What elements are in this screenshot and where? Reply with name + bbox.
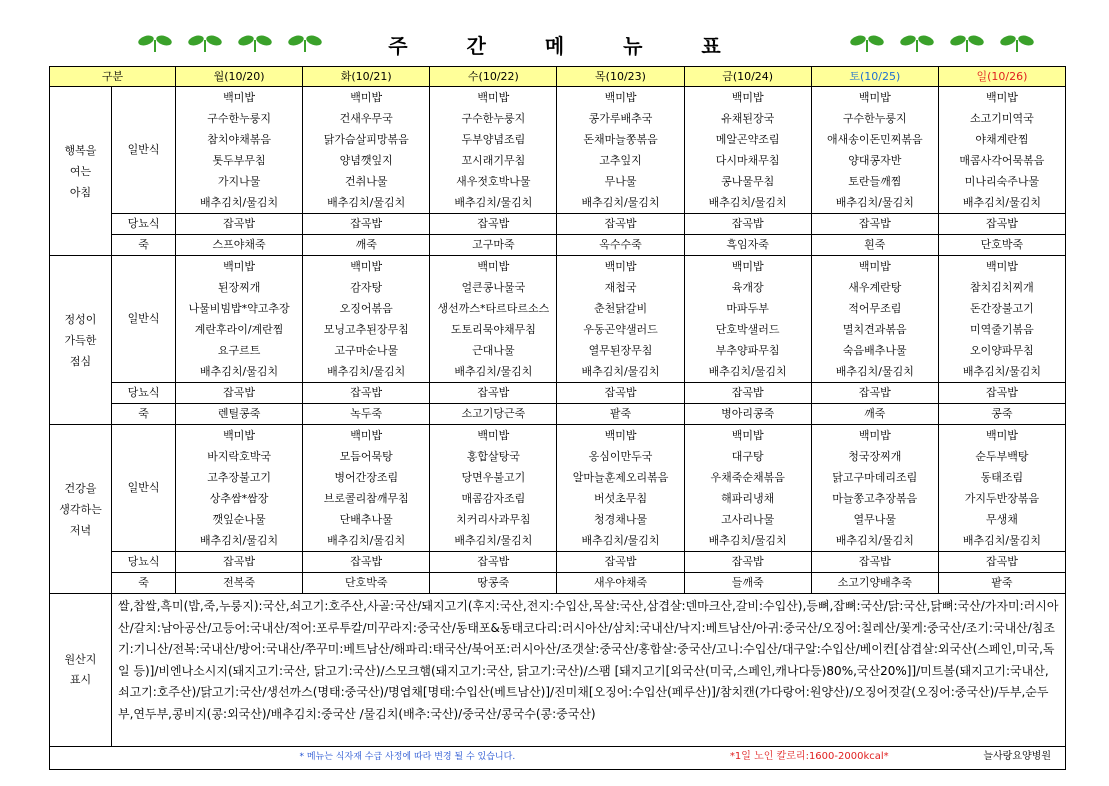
menu-item: 열무된장무침 [588,344,653,357]
porridge-cell: 스프야채죽 [176,235,303,256]
menu-item: 미나리숙주나물 [964,175,1040,188]
porridge-cell: 팥죽 [938,573,1065,594]
porridge-cell: 깨죽 [303,235,430,256]
menu-item: 배추김치/물김치 [454,196,533,209]
origin-label-line: 표시 [69,673,92,686]
menu-item: 부추양파무침 [715,344,780,357]
porridge-cell: 전복죽 [176,573,303,594]
porridge-cell: 고구마죽 [430,235,557,256]
menu-item: 고추잎지 [599,154,642,167]
menu-item: 배추김치/물김치 [327,196,406,209]
menu-cell [176,87,303,214]
menu-cell [557,87,684,214]
menu-item: 단배추나물 [339,513,393,526]
menu-cell [811,425,938,552]
menu-item: 두부양념조림 [461,133,526,146]
menu-item: 배추김치/물김치 [962,534,1041,547]
menu-item: 배추김치/물김치 [454,534,533,547]
menu-item: 육개장 [731,281,764,294]
menu-item: 톳두부무침 [212,154,266,167]
menu-item: 매콤사각어묵볶음 [959,154,1045,167]
menu-item: 홍합살탕국 [466,450,520,463]
menu-item: 브로콜리참깨무침 [323,492,409,505]
meal-name-line: 가득한 [64,333,97,347]
porridge-diet-label: 죽 [112,573,176,594]
menu-cell [938,256,1065,383]
porridge-cell: 흑임자죽 [684,235,811,256]
day-header-sun: 일(10/26) [938,67,1065,87]
porridge-diet-label: 죽 [112,235,176,256]
menu-item: 새우계란탕 [848,281,902,294]
menu-item: 돈간장불고기 [970,302,1034,315]
menu-item: 모닝고추된장무침 [323,323,409,336]
menu-item: 얼큰콩나물국 [461,281,526,294]
porridge-cell: 옥수수죽 [557,235,684,256]
diabetic-cell: 잡곡밥 [430,383,557,404]
porridge-cell: 들깨죽 [684,573,811,594]
meal-name-line: 건강을 [64,481,97,495]
menu-item: 백미밥 [477,91,510,104]
menu-item: 닭고구마데리조림 [832,471,918,484]
menu-item: 우동곤약샐러드 [583,323,658,336]
meal-name-line: 정성이 [64,312,97,326]
menu-item: 된장찌개 [217,281,261,294]
menu-item: 배추김치/물김치 [962,365,1041,378]
calorie-note: *1일 노인 칼로리:1600-2000kcal* [729,751,889,762]
sprout-icon [996,32,1040,54]
menu-item: 백미밥 [477,429,510,442]
sprout-icon [946,32,990,54]
meal-name-line: 저녁 [69,523,92,537]
menu-item: 요구르트 [217,344,261,357]
menu-cell [811,87,938,214]
diabetic-cell: 잡곡밥 [303,214,430,235]
menu-item: 콩나물무침 [721,175,775,188]
porridge-cell: 렌틸콩죽 [176,404,303,425]
menu-item: 백미밥 [985,429,1018,442]
diabetic-cell: 잡곡밥 [557,383,684,404]
menu-item: 백미밥 [604,260,637,273]
menu-cell [811,256,938,383]
menu-item: 배추김치/물김치 [962,196,1041,209]
day-header-fri: 금(10/24) [684,67,811,87]
menu-item: 오이양파무침 [970,344,1034,357]
menu-cell [176,256,303,383]
menu-item: 숙음배추나물 [842,344,907,357]
menu-item: 옹심이만두국 [588,450,653,463]
menu-item: 백미밥 [858,91,891,104]
menu-item: 건새우무국 [339,112,393,125]
menu-item: 배추김치/물김치 [581,534,660,547]
menu-item: 단호박샐러드 [715,323,780,336]
diabetic-cell: 잡곡밥 [811,552,938,573]
menu-item: 백미밥 [985,91,1018,104]
origin-text: 쌀,찹쌀,흑미(밥,죽,누룽지):국산,쇠고기:호주산,사골:국산/돼지고기(후지:국산,전지:수입산,목살:국산,삼겹살:덴마크산,갈비:수입산),등뼈,잡뼈:국산/닭:국산,닭뼈:국산/가자미:러시아산/갈치:남아공산/고등어:국내산/적어:포루투칼/미꾸라지:중국산/동태포&동태코다리:러시아산/삼치:국내산/낙지:베트남산/아귀:중국산/오징어:칠레산/꽃게:중국산/조기:국내산/침조기:기니산/전복:국내산/방어:국내산/쭈꾸미:베트남산/해파리:태국산/북어포:러시아산/조갯살:중국산/홍합살:중국산/고니:수입산/대구알:수입산/베이컨[삼겹살:외국산(스페인,미국,독일 등)]/비엔나소시지(돼지고기:국산, 닭고기:국산)/스모크햄(돼지고기:국산, 닭고기:국산)/스팸 [돼지고기[외국산(미국,스페인,캐나다등)80%,국산20%]]/미트볼(돼지고기:국내산,쇠고기:호주산)/닭고기:국산/생선까스(명태:중국산)/명엽채[명태:수입산(베트남산)]/진미채[오징어:수입산(페루산)]/참치캔(가다랑어:원양산)/오징어젓갈(오징어:중국산)/두부,순두부,연두부,콩비지(콩:외국산)/배추김치:중국산 /물김치(배추:국산)/중국산/콩국수(콩:중국산) [112,594,1066,747]
origin-label-line: 원산지 [64,653,97,666]
menu-item: 양대콩자반 [848,154,902,167]
menu-item: 구수한누룽지 [207,112,271,125]
menu-cell [303,256,430,383]
menu-item: 배추김치/물김치 [200,365,279,378]
menu-item: 고사리나물 [721,513,775,526]
menu-item: 오징어볶음 [339,302,393,315]
diabetic-cell: 잡곡밥 [430,214,557,235]
origin-row [50,594,1066,747]
menu-cell [430,87,557,214]
porridge-diet-label: 죽 [112,404,176,425]
diabetic-cell: 잡곡밥 [176,214,303,235]
diabetic-diet-label: 당뇨식 [112,383,176,404]
diabetic-cell: 잡곡밥 [684,383,811,404]
day-header-wed: 수(10/22) [430,67,557,87]
porridge-cell: 소고기당근죽 [430,404,557,425]
meal-porridge-row [50,404,1066,425]
menu-item: 가지두반장볶음 [964,492,1040,505]
menu-item: 배추김치/물김치 [327,365,406,378]
meal-name-line: 아침 [69,185,92,199]
day-header-sat: 토(10/25) [811,67,938,87]
menu-cell [938,425,1065,552]
diabetic-cell: 잡곡밥 [176,383,303,404]
menu-item: 병어간장조림 [334,471,399,484]
day-header-mon: 월(10/20) [176,67,303,87]
menu-item: 애새송이돈민찌볶음 [826,133,923,146]
menu-cell [430,425,557,552]
menu-item: 마파두부 [726,302,769,315]
menu-item: 알마늘훈제오리볶음 [572,471,669,484]
menu-item: 백미밥 [223,429,256,442]
menu-item: 배추김치/물김치 [708,196,787,209]
menu-item: 순두부백탕 [975,450,1029,463]
meal-name [50,87,112,256]
menu-item: 양념깻잎지 [339,154,393,167]
menu-item: 백미밥 [731,91,764,104]
menu-item: 백미밥 [604,429,637,442]
general-diet-label: 일반식 [112,425,176,552]
menu-item: 꼬시래기무침 [461,154,526,167]
menu-item: 적어무조림 [848,302,902,315]
origin-label [50,594,112,747]
menu-item: 고구마순나물 [334,344,399,357]
menu-item: 백미밥 [858,260,891,273]
day-header-thu: 목(10/23) [557,67,684,87]
menu-item: 미역줄기볶음 [970,323,1034,336]
menu-item: 배추김치/물김치 [200,196,279,209]
menu-item: 대구탕 [731,450,764,463]
menu-item: 생선까스*타르타르소스 [437,302,550,315]
menu-item: 가지나물 [217,175,261,188]
menu-item: 배추김치/물김치 [327,534,406,547]
menu-item: 배추김치/물김치 [454,365,533,378]
menu-item: 배추김치/물김치 [200,534,279,547]
menu-item: 해파리냉채 [721,492,775,505]
menu-item: 배추김치/물김치 [708,365,787,378]
menu-item: 배추김치/물김치 [835,365,914,378]
menu-item: 도토리묵야채무침 [450,323,536,336]
meal-general-row [50,87,1066,214]
menu-item: 동태조림 [980,471,1024,484]
diabetic-cell: 잡곡밥 [684,552,811,573]
menu-item: 백미밥 [731,429,764,442]
porridge-cell: 땅콩죽 [430,573,557,594]
menu-item: 우채죽순채볶음 [710,471,785,484]
menu-cell [684,87,811,214]
menu-item: 백미밥 [604,91,637,104]
menu-item: 유채된장국 [721,112,775,125]
menu-item: 감자탕 [350,281,383,294]
menu-item: 돈채마늘쫑볶음 [583,133,658,146]
menu-item: 춘천닭갈비 [593,302,648,315]
menu-item: 근대나물 [472,344,515,357]
menu-item: 마늘쫑고추장볶음 [832,492,918,505]
diabetic-cell: 잡곡밥 [938,552,1065,573]
porridge-cell: 단호박죽 [938,235,1065,256]
menu-item: 무생채 [985,513,1018,526]
meal-porridge-row [50,573,1066,594]
menu-item: 야채계란찜 [975,133,1029,146]
menu-item: 참치야채볶음 [207,133,271,146]
menu-item: 백미밥 [858,429,891,442]
menu-item: 당면우불고기 [461,471,526,484]
menu-cell [303,87,430,214]
menu-cell [430,256,557,383]
menu-item: 백미밥 [223,91,256,104]
menu-item: 메알곤약조림 [715,133,780,146]
general-diet-label: 일반식 [112,87,176,214]
meal-general-row [50,425,1066,552]
diabetic-cell: 잡곡밥 [811,214,938,235]
diabetic-cell: 잡곡밥 [938,383,1065,404]
menu-item: 청국장찌개 [848,450,902,463]
menu-item: 참치김치찌개 [970,281,1034,294]
porridge-cell: 팥죽 [557,404,684,425]
meal-name-line: 여는 [69,164,92,178]
menu-cell [938,87,1065,214]
menu-item: 백미밥 [350,91,383,104]
meal-diabetic-row [50,214,1066,235]
meal-name-line: 행복을 [64,143,97,157]
menu-item: 소고기미역국 [970,112,1034,125]
menu-item: 배추김치/물김치 [581,365,660,378]
diabetic-cell: 잡곡밥 [303,552,430,573]
menu-item: 백미밥 [985,260,1018,273]
general-diet-label: 일반식 [112,256,176,383]
sprout-icon [846,32,890,54]
menu-item: 열무나물 [853,513,897,526]
menu-cell [684,425,811,552]
menu-item: 구수한누룽지 [842,112,907,125]
menu-item: 계란후라이/계란찜 [194,323,284,336]
menu-item: 버섯초무침 [593,492,648,505]
footer-note: * 메뉴는 식자재 수급 사정에 따라 변경 될 수 있습니다. [299,752,516,762]
porridge-cell: 깨죽 [811,404,938,425]
footer-row [50,747,1066,770]
menu-item: 구수한누룽지 [461,112,526,125]
hospital-name: 늘사랑요양병원 [983,751,1051,762]
diabetic-cell: 잡곡밥 [811,383,938,404]
diabetic-cell: 잡곡밥 [938,214,1065,235]
meal-name-line: 점심 [69,354,92,368]
diabetic-cell: 잡곡밥 [430,552,557,573]
menu-item: 모듬어묵탕 [339,450,393,463]
weekly-menu-table [49,66,1066,770]
menu-item: 바지락호박국 [207,450,271,463]
porridge-cell: 병아리콩죽 [684,404,811,425]
meal-porridge-row [50,235,1066,256]
menu-cell [557,425,684,552]
porridge-cell: 콩죽 [938,404,1065,425]
menu-item: 건취나물 [344,175,388,188]
menu-item: 백미밥 [477,260,510,273]
menu-item: 토란들깨찜 [848,175,902,188]
porridge-cell: 흰죽 [811,235,938,256]
sprout-decoration-right [846,32,1040,54]
menu-item: 백미밥 [350,429,383,442]
porridge-cell: 새우야채죽 [557,573,684,594]
menu-item: 배추김치/물김치 [835,196,914,209]
meal-name [50,425,112,594]
menu-item: 고추장불고기 [207,471,271,484]
menu-cell [176,425,303,552]
page-title: 주 간 메 뉴 표 [388,34,747,58]
menu-item: 배추김치/물김치 [708,534,787,547]
diabetic-diet-label: 당뇨식 [112,214,176,235]
menu-item: 콩가루배추국 [588,112,653,125]
diabetic-cell: 잡곡밥 [557,214,684,235]
porridge-cell: 녹두죽 [303,404,430,425]
porridge-cell: 단호박죽 [303,573,430,594]
menu-item: 청경채나물 [593,513,648,526]
menu-item: 다시마채무침 [715,154,780,167]
menu-item: 깻잎순나물 [212,513,266,526]
diabetic-cell: 잡곡밥 [303,383,430,404]
meal-name [50,256,112,425]
menu-item: 백미밥 [350,260,383,273]
menu-item: 재첩국 [604,281,637,294]
meal-general-row [50,256,1066,383]
menu-item: 무나물 [604,175,637,188]
menu-item: 치커리사과무침 [456,513,531,526]
footer [112,747,1066,769]
menu-cell [684,256,811,383]
day-header-tue: 화(10/21) [303,67,430,87]
meal-diabetic-row [50,552,1066,573]
menu-item: 멸치견과볶음 [842,323,907,336]
menu-item: 백미밥 [731,260,764,273]
diabetic-diet-label: 당뇨식 [112,552,176,573]
menu-item: 배추김치/물김치 [835,534,914,547]
menu-cell [303,425,430,552]
menu-cell [557,256,684,383]
menu-item: 새우젓호박나물 [456,175,531,188]
header-row [50,67,1066,87]
porridge-cell: 소고기양배추죽 [811,573,938,594]
diabetic-cell: 잡곡밥 [684,214,811,235]
menu-item: 닭가슴살피망볶음 [323,133,409,146]
menu-item: 상추쌈*쌈장 [209,492,269,505]
menu-item: 나물비빔밥*약고추장 [188,302,290,315]
diabetic-cell: 잡곡밥 [176,552,303,573]
menu-item: 배추김치/물김치 [581,196,660,209]
meal-diabetic-row [50,383,1066,404]
sprout-icon [896,32,940,54]
menu-item: 매콤감자조림 [461,492,526,505]
section-header: 구분 [50,67,176,87]
diabetic-cell: 잡곡밥 [557,552,684,573]
menu-item: 백미밥 [223,260,256,273]
meal-name-line: 생각하는 [59,502,102,516]
